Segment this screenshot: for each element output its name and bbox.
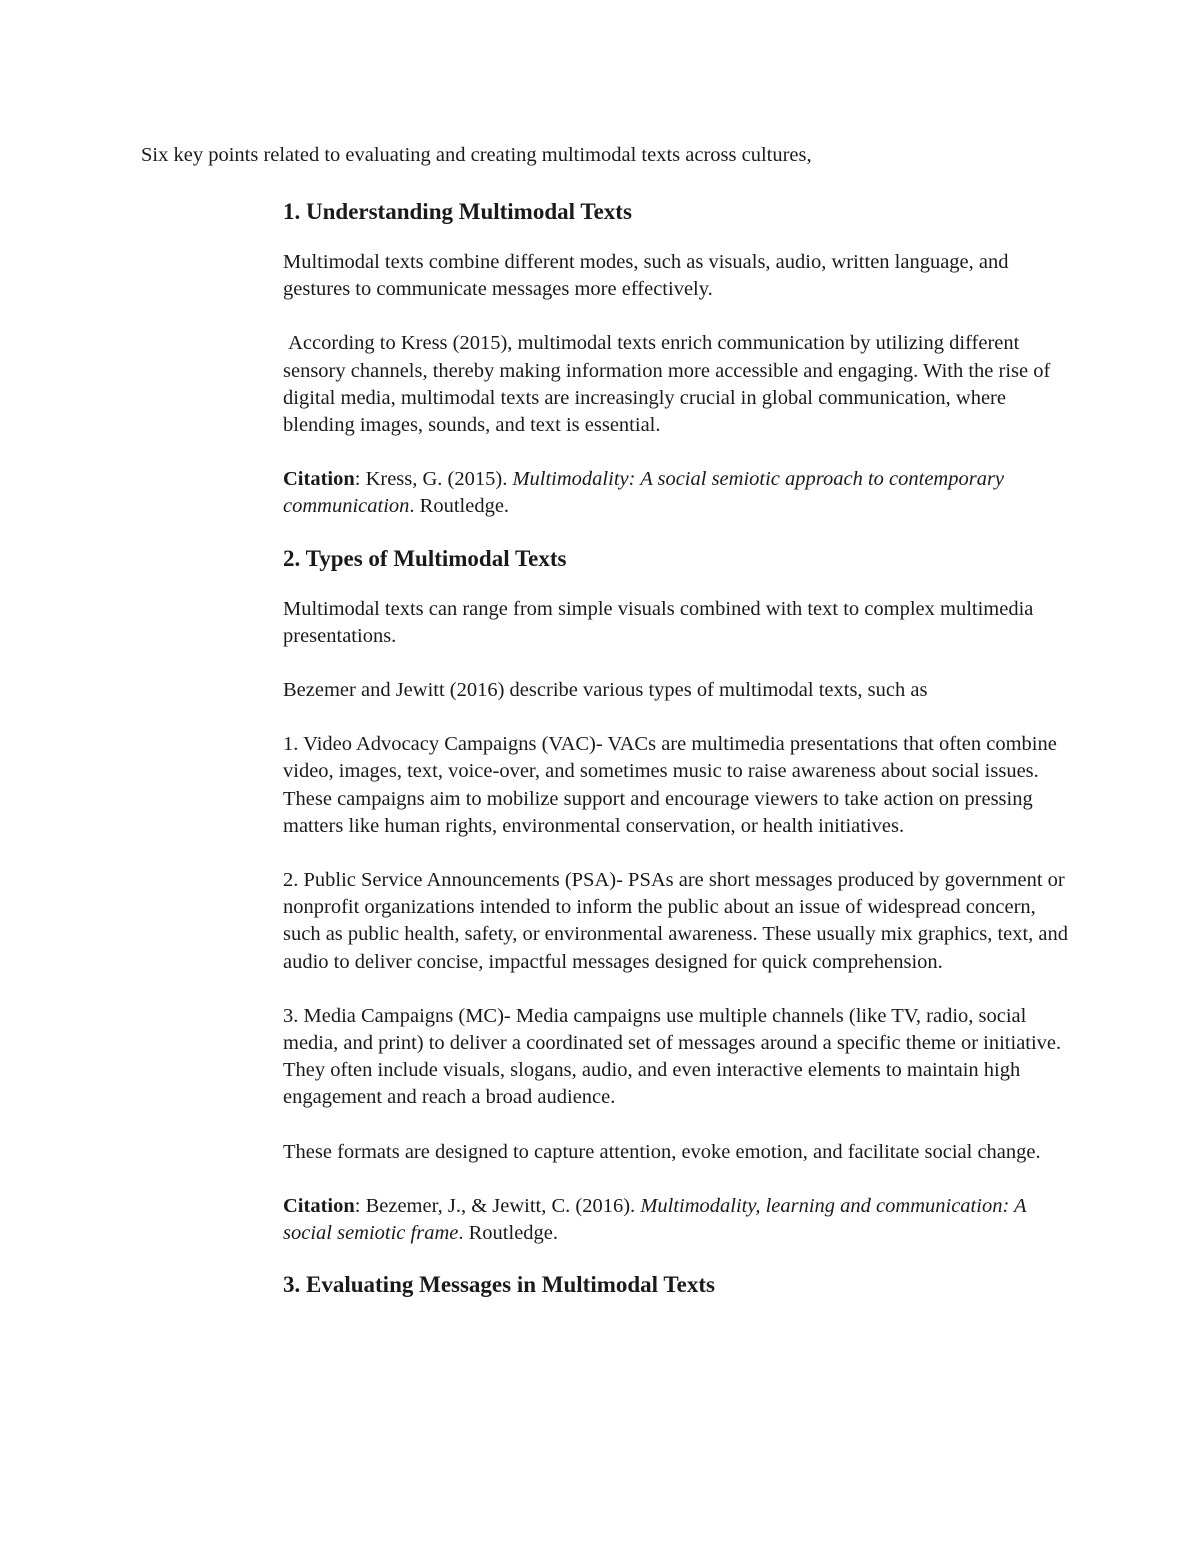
citation-author: : Kress, G. (2015).: [354, 468, 513, 491]
section-3-heading: 3. Evaluating Messages in Multimodal Texts: [283, 1272, 715, 1298]
citation-label: Citation: [283, 1194, 355, 1217]
section-2-paragraph-2: Bezemer and Jewitt (2016) describe various types of multimodal texts, such as: [283, 679, 928, 702]
section-2-citation: [283, 1193, 1073, 1247]
section-1-paragraph-1: Multimodal texts combine different modes, such as visuals, audio, written language, and gestures to communicate messages more effectively.: [283, 251, 1009, 301]
section-2-list-item-3: 3. Media Campaigns (MC)- Media campaigns use multiple channels (like TV, radio, social media, and print) to deliver a coordinated set of messages around a specific theme or initiative. They often include visuals, slogans, audio, and even interactive elements to maintain high engagement and reach a broad audience.: [283, 1004, 1062, 1109]
citation-title: Multimodality, learning and communication: A social semiotic frame: [283, 1194, 1027, 1245]
section-1-heading: 1. Understanding Multimodal Texts: [283, 199, 632, 224]
section-1-citation: [283, 466, 1073, 520]
section-1-paragraph-2: According to Kress (2015), multimodal texts enrich communication by utilizing different sensory channels, thereby making information more accessible and engaging. With the rise of digital media, multimodal texts are increasingly crucial in global communication, where blending images, sounds, and text is essential.: [283, 332, 1056, 437]
citation-author: : Bezemer, J., & Jewitt, C. (2016).: [354, 1194, 641, 1217]
citation-label: Citation: [283, 468, 355, 491]
section-2-list-item-2: 2. Public Service Announcements (PSA)- PSAs are short messages produced by government or nonprofit organizations intended to inform the public about an issue of widespread concern, such as public health, safety, or environmental awareness. These usually mix graphics, text, and audio to deliver concise, impactful messages designed for quick comprehension.: [283, 869, 1069, 973]
citation-publisher: . Routledge.: [409, 495, 510, 518]
section-2-heading: 2. Types of Multimodal Texts: [283, 545, 567, 571]
citation-title: Multimodality: A social semiotic approach to contemporary communication: [283, 468, 1005, 518]
citation-publisher: . Routledge.: [458, 1222, 559, 1245]
section-2-list-item-1: 1. Video Advocacy Campaigns (VAC)- VACs are multimedia presentations that often combine video, images, text, voice-over, and sometimes music to raise awareness about social issues. These campaigns aim to mobilize support and encourage viewers to take action on pressing matters like human rights, environmental conservation, or health initiatives.: [283, 733, 1057, 837]
section-2-paragraph-3: These formats are designed to capture attention, evoke emotion, and facilitate social change.: [283, 1140, 1041, 1163]
intro-line: Six key points related to evaluating and creating multimodal texts across cultures,: [141, 144, 812, 166]
document-body: [283, 194, 1073, 1303]
section-2-paragraph-1: Multimodal texts can range from simple visuals combined with text to complex multimedia presentations.: [283, 597, 1034, 647]
